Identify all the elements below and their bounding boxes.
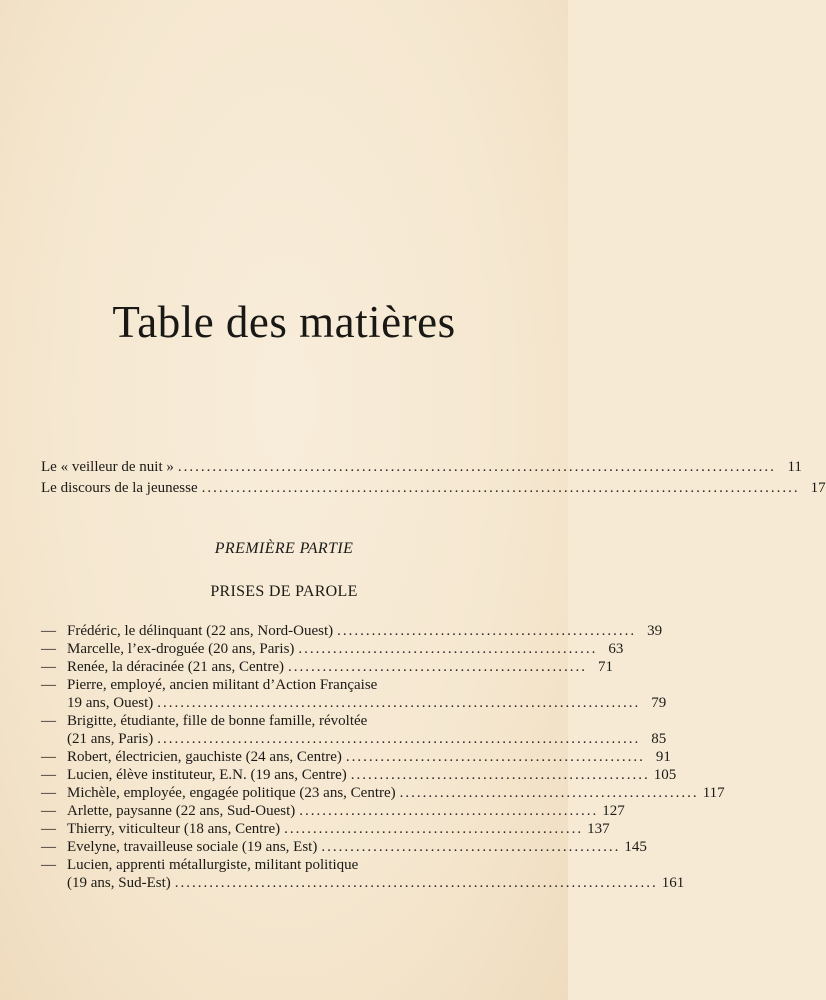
dot-leader: ........................................................................................................ xyxy=(177,459,776,475)
toc-entry xyxy=(41,856,473,875)
dot-leader: .................................................... xyxy=(284,821,584,837)
toc-entry xyxy=(41,820,610,839)
toc-entry-text: Michèle, employée, engagée politique (23 ans, Centre) xyxy=(67,785,396,801)
toc-entry-text: Pierre, employé, ancien militant d’Action Française xyxy=(67,677,378,693)
toc-entry-intro-1 xyxy=(41,458,802,477)
dot-leader: .................................................... xyxy=(298,641,598,657)
section-heading: PRISES DE PAROLE xyxy=(210,583,358,600)
toc-entry-text: Le discours de la jeunesse xyxy=(41,480,198,496)
toc-page-number: 39 xyxy=(647,623,663,639)
toc-entry-text: Lucien, élève instituteur, E.N. (19 ans, Centre) xyxy=(67,767,347,783)
toc-entry xyxy=(41,640,624,659)
dot-leader: ........................................................................................................ xyxy=(201,480,800,496)
dot-leader: .................................................... xyxy=(287,659,587,675)
toc-entry-intro-2 xyxy=(41,479,826,498)
dash: — xyxy=(41,785,56,801)
toc-entry-text: Lucien, apprenti métallurgiste, militant politique xyxy=(67,857,359,873)
toc-page-number: 63 xyxy=(608,641,624,657)
dash: — xyxy=(41,623,56,639)
toc-page-number: 79 xyxy=(651,695,667,711)
toc-page-number: 17 xyxy=(810,480,826,496)
toc-entry-text: Thierry, viticulteur (18 ans, Centre) xyxy=(67,821,281,837)
dash: — xyxy=(41,677,56,693)
toc-entry-continuation xyxy=(67,730,667,749)
toc-entry-text: Marcelle, l’ex-droguée (20 ans, Paris) xyxy=(67,641,295,657)
dash: — xyxy=(41,839,56,855)
toc-entry-text: Arlette, paysanne (22 ans, Sud-Ouest) xyxy=(67,803,296,819)
toc-entry xyxy=(41,748,671,767)
toc-page-number: 137 xyxy=(587,821,610,837)
dot-leader: .................................................... xyxy=(337,623,637,639)
toc-entry-continuation xyxy=(67,874,685,893)
dot-leader: .................................................................................... xyxy=(157,731,641,747)
toc-page-number: 145 xyxy=(624,839,647,855)
dot-leader: .................................................... xyxy=(399,785,699,801)
toc-entry xyxy=(41,676,473,695)
toc-page-number: 71 xyxy=(597,659,613,675)
toc-page-number: 91 xyxy=(655,749,671,765)
toc-page-number: 105 xyxy=(653,767,677,783)
dot-leader: .................................................................................... xyxy=(174,875,658,891)
toc-entry-text: Le « veilleur de nuit » xyxy=(41,459,174,475)
toc-entry xyxy=(41,712,473,731)
toc-page-number: 85 xyxy=(651,731,667,747)
dash: — xyxy=(41,749,56,765)
dot-leader: .................................................... xyxy=(345,749,645,765)
toc-entry-text: Brigitte, étudiante, fille de bonne famille, révoltée xyxy=(67,713,368,729)
toc-entry xyxy=(41,766,677,785)
dash: — xyxy=(41,821,56,837)
dash: — xyxy=(41,713,56,729)
dash: — xyxy=(41,767,56,783)
dash: — xyxy=(41,857,56,873)
toc-entry-text: Robert, électricien, gauchiste (24 ans, Centre) xyxy=(67,749,342,765)
toc-entry-text: Frédéric, le délinquant (22 ans, Nord-Ouest) xyxy=(67,623,334,639)
toc-entry-text: 19 ans, Ouest) xyxy=(67,695,154,711)
toc-entry-text: (19 ans, Sud-Est) xyxy=(67,875,171,891)
part-heading: PREMIÈRE PARTIE xyxy=(214,540,354,557)
dash: — xyxy=(41,803,56,819)
dot-leader: .................................................................................... xyxy=(157,695,641,711)
toc-page-number: 11 xyxy=(787,459,802,475)
dot-leader: .................................................... xyxy=(299,803,599,819)
dot-leader: .................................................... xyxy=(350,767,650,783)
dot-leader: .................................................... xyxy=(321,839,621,855)
toc-page-number: 117 xyxy=(702,785,725,801)
toc-entry-text: Evelyne, travailleuse sociale (19 ans, Est) xyxy=(67,839,318,855)
toc-entry-continuation xyxy=(67,694,667,713)
toc-entry-text: (21 ans, Paris) xyxy=(67,731,154,747)
toc-page-number: 161 xyxy=(661,875,685,891)
toc-entry xyxy=(41,838,647,857)
dash: — xyxy=(41,659,56,675)
toc-entry xyxy=(41,658,613,677)
toc-entry xyxy=(41,802,625,821)
page-title: Table des matières xyxy=(112,297,456,347)
toc-page-number: 127 xyxy=(602,803,625,819)
dash: — xyxy=(41,641,56,657)
toc-entry xyxy=(41,622,663,641)
toc-entry-text: Renée, la déracinée (21 ans, Centre) xyxy=(67,659,284,675)
toc-entry xyxy=(41,784,725,803)
